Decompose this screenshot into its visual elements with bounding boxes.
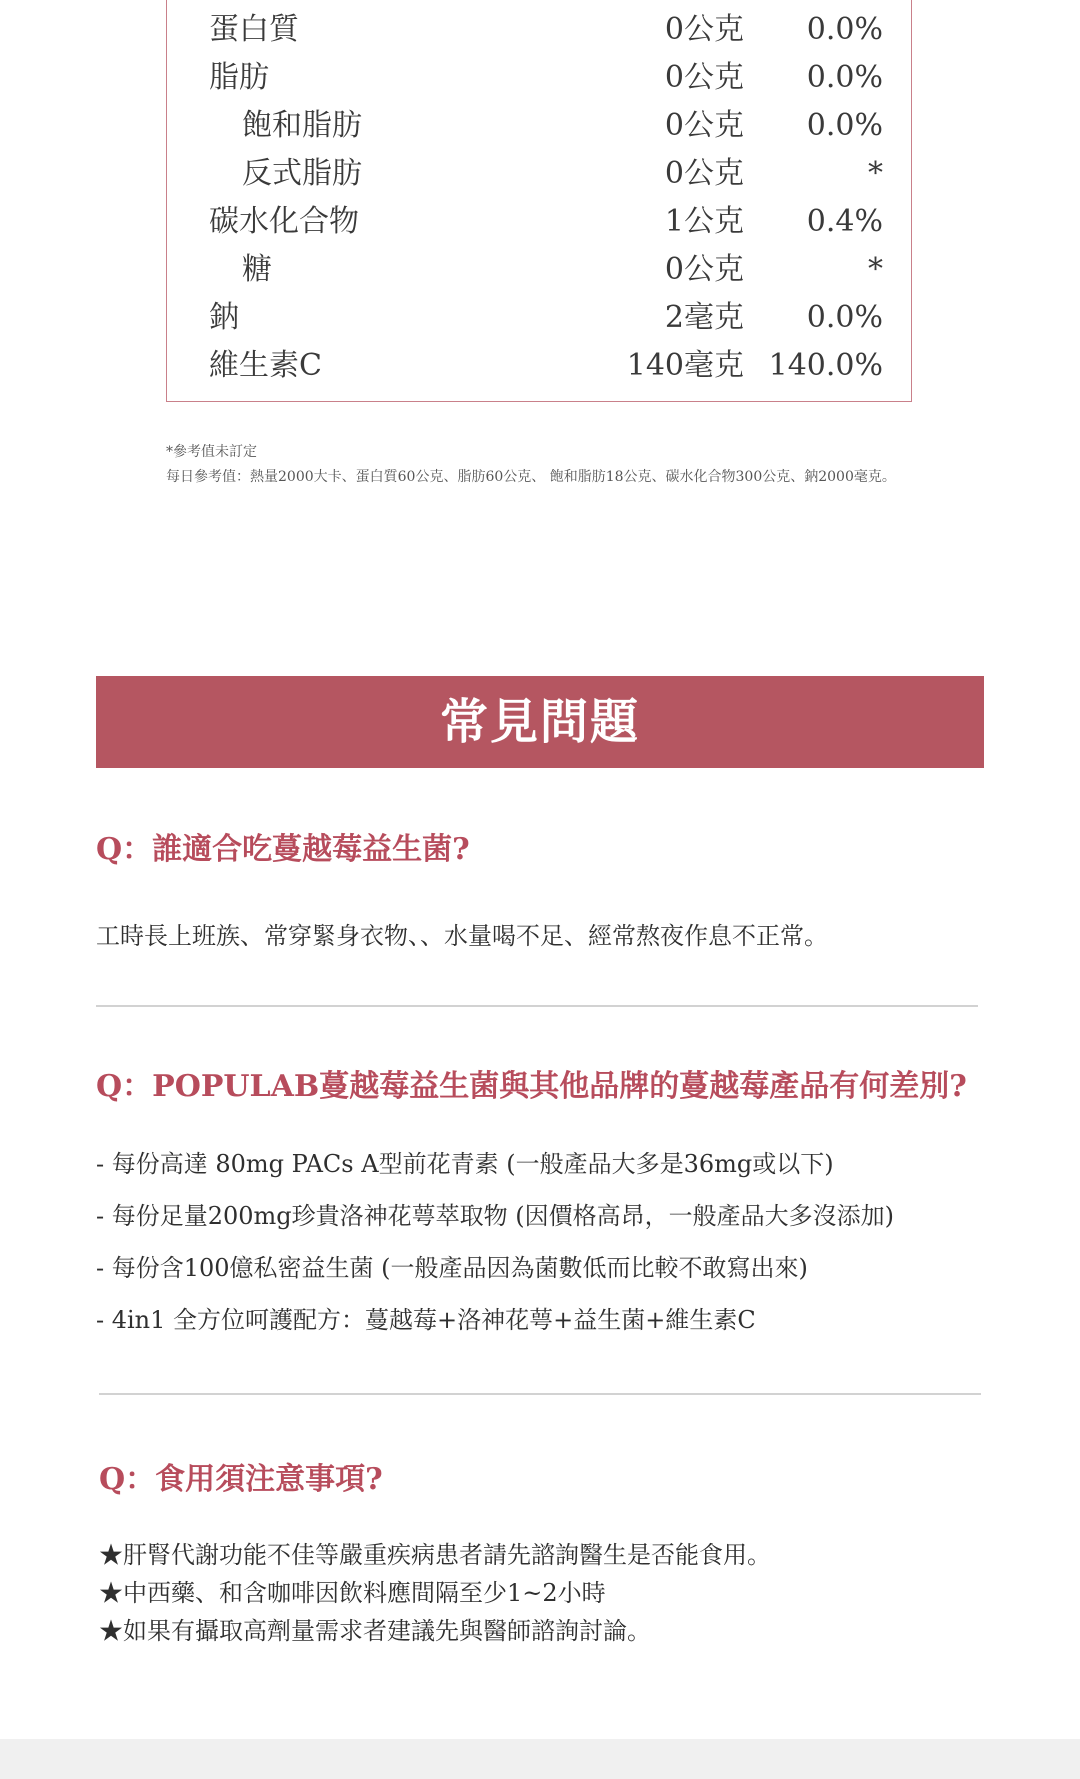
nutrient-amount: 2毫克 <box>664 300 744 335</box>
nutrient-name: 糖 <box>242 252 272 287</box>
nutrient-name: 碳水化合物 <box>209 204 359 239</box>
nutrition-row-sugar <box>167 246 911 294</box>
nutrient-amount: 0公克 <box>664 156 744 191</box>
nutrition-table <box>166 0 912 402</box>
nutrient-name: 維生素C <box>209 348 322 383</box>
nutrient-percent: 0.4% <box>806 204 883 239</box>
nutrient-amount: 0公克 <box>664 252 744 287</box>
daily-reference-note: 每日參考值：熱量2000大卡、蛋白質60公克、脂肪60公克、 飽和脂肪18公克、碳水化合物300公克、鈉2000毫克。 <box>166 469 896 485</box>
faq-answer-2-line-3: - 每份含100億私密益生菌 (一般產品因為菌數低而比較不敢寫出來) <box>96 1254 808 1282</box>
nutrient-name: 反式脂肪 <box>242 156 362 191</box>
nutrient-name: 飽和脂肪 <box>242 108 362 143</box>
nutrient-amount: 0公克 <box>664 60 744 95</box>
faq-answer-2-line-2: - 每份足量200mg珍貴洛神花萼萃取物 (因價格高昂，一般產品大多沒添加) <box>96 1202 895 1230</box>
faq-answer-1: 工時長上班族、常穿緊身衣物、、水量喝不足、經常熬夜作息不正常。 <box>96 922 828 950</box>
nutrient-percent: 0.0% <box>806 108 883 143</box>
nutrient-name: 鈉 <box>209 300 239 335</box>
nutrient-percent: 0.0% <box>806 300 883 335</box>
faq-answer-3-line-1: ★肝腎代謝功能不佳等嚴重疾病患者請先諮詢醫生是否能食用。 <box>99 1541 771 1569</box>
nutrient-amount: 1公克 <box>664 204 744 239</box>
nutrient-amount: 140毫克 <box>626 348 744 383</box>
divider <box>96 1005 978 1007</box>
nutrition-row-protein <box>167 6 911 54</box>
faq-answer-2-line-1: - 每份高達 80mg PACs A型前花青素 (一般產品大多是36mg或以下) <box>96 1150 834 1178</box>
nutrition-row-carbohydrate <box>167 198 911 246</box>
divider <box>99 1393 981 1395</box>
nutrient-percent: 140.0% <box>768 348 883 383</box>
nutrient-name: 蛋白質 <box>209 12 299 47</box>
nutrient-name: 脂肪 <box>209 60 269 95</box>
nutrition-row-saturated-fat <box>167 102 911 150</box>
nutrient-amount: 0公克 <box>664 108 744 143</box>
nutrient-percent: * <box>868 252 883 287</box>
nutrient-percent: 0.0% <box>806 60 883 95</box>
nutrient-percent: 0.0% <box>806 12 883 47</box>
nutrient-amount: 0公克 <box>664 12 744 47</box>
faq-answer-3-line-2: ★中西藥、和含咖啡因飲料應間隔至少1~2小時 <box>99 1579 606 1607</box>
faq-question-3: Q：食用須注意事項? <box>99 1462 383 1497</box>
nutrition-row-fat <box>167 54 911 102</box>
nutrition-row-vitamin-c <box>167 342 911 390</box>
faq-question-2: Q：POPULAB蔓越莓益生菌與其他品牌的蔓越莓產品有何差別? <box>96 1069 967 1104</box>
nutrition-row-trans-fat <box>167 150 911 198</box>
bottom-bar <box>0 1739 1080 1779</box>
faq-section-title: 常見問題 <box>96 676 984 768</box>
reference-note: *參考值未訂定 <box>166 444 257 460</box>
faq-answer-3-line-3: ★如果有攝取高劑量需求者建議先與醫師諮詢討論。 <box>99 1617 651 1645</box>
faq-answer-2-line-4: - 4in1 全方位呵護配方：蔓越莓+洛神花萼+益生菌+維生素C <box>96 1306 756 1334</box>
nutrient-percent: * <box>868 156 883 191</box>
faq-question-1: Q：誰適合吃蔓越莓益生菌? <box>96 832 470 867</box>
nutrition-row-sodium <box>167 294 911 342</box>
